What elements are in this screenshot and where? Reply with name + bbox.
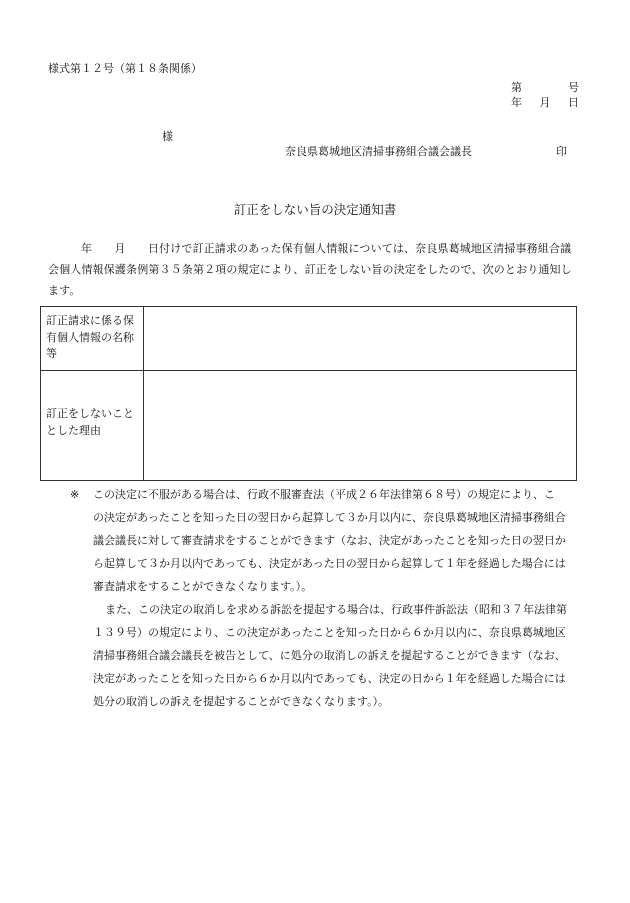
note-line: また、この決定の取消しを求める訴訟を提起する場合は、行政事件訴訟法（昭和３７年法律第 bbox=[105, 603, 567, 616]
note-line: 清掃事務組合議会議長を被告として、に処分の取消しの訴えを提起することができます（なお、 bbox=[93, 649, 566, 662]
date-day: 日 bbox=[568, 96, 579, 109]
document-title: 訂正をしない旨の決定通知書 bbox=[233, 202, 397, 217]
notes-section bbox=[70, 483, 582, 713]
info-table bbox=[40, 306, 577, 481]
note-line: １３９号）の規定により、この決定があったことを知った日から６か月以内に、奈良県葛城地区 bbox=[93, 626, 566, 639]
table-label-cell: 訂正請求に係る保有個人情報の名称等 bbox=[41, 307, 144, 371]
date-blank: 年 月 日付けで bbox=[81, 242, 193, 255]
document-date-field bbox=[511, 96, 579, 110]
note-line: の決定があったことを知った日の翌日から起算して３か月以内に、奈良県葛城地区清掃事務組合 bbox=[93, 511, 566, 524]
table-value-cell[interactable] bbox=[144, 307, 577, 371]
table-row bbox=[41, 307, 577, 371]
note-line: ら起算して３か月以内であっても、決定があった日の翌日から起算して１年を経過した場合には bbox=[93, 557, 566, 570]
addressee-honorific: 様 bbox=[162, 130, 173, 143]
document-number-prefix: 第 bbox=[511, 81, 522, 94]
note-line bbox=[70, 483, 582, 506]
document-number-field bbox=[511, 81, 579, 95]
note-line: 決定があったことを知った日から６か月以内であっても、決定の日から１年を経過した場合には bbox=[93, 672, 566, 685]
note-line: 審査請求をすることができなくなります。）。 bbox=[93, 580, 313, 593]
table-row bbox=[41, 371, 577, 481]
note-line: 議会議長に対して審査請求をすることができます（なお、決定があったことを知った日の翌日か bbox=[93, 534, 566, 547]
date-year: 年 bbox=[511, 96, 522, 109]
sender-name: 奈良県葛城地区清掃事務組合議会議長 bbox=[285, 145, 472, 158]
note-mark: ※ bbox=[70, 488, 80, 501]
body-text: 訂正請求のあった保有個人情報については、奈良県葛城地区清掃事務組合議会個人情報保護条例第３５条第２項の規定により、訂正をしない旨の決定をしたので、次のとおり通知します。 bbox=[48, 242, 572, 297]
note-line: 処分の取消しの訴えを提起することができなくなります。）。 bbox=[93, 695, 390, 708]
table-value-cell[interactable] bbox=[144, 371, 577, 481]
form-number: 様式第１２号（第１８条関係） bbox=[48, 62, 202, 75]
note-text: この決定に不服がある場合は、行政不服審査法（平成２６年法律第６８号）の規定により、こ bbox=[93, 488, 555, 501]
seal-mark: 印 bbox=[556, 145, 567, 158]
table-label-cell: 訂正をしないこととした理由 bbox=[41, 371, 144, 481]
body-paragraph bbox=[48, 238, 578, 301]
document-number-suffix: 号 bbox=[568, 81, 579, 94]
date-month: 月 bbox=[539, 96, 551, 109]
